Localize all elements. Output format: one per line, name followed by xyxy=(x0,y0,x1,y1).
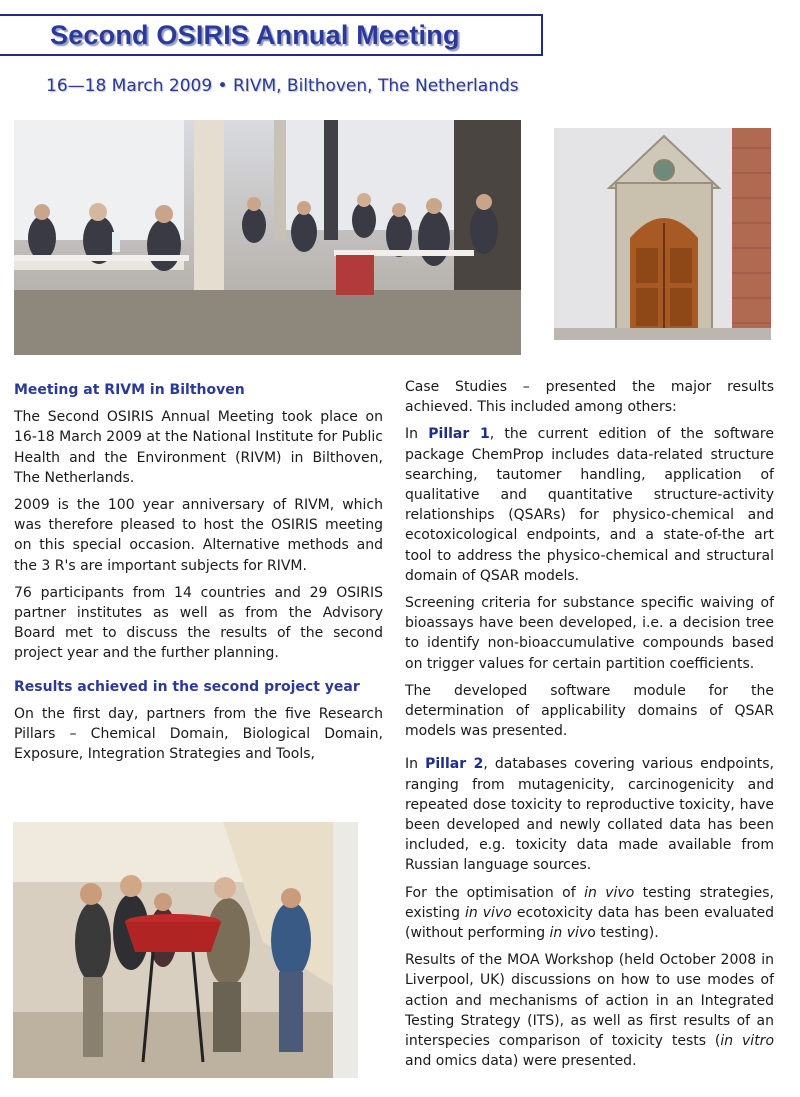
paragraph: On the first day, partners from the five Research Pillars – Chemical Domain, Biological Domain, Exposure, Integration Strategies and Tools, xyxy=(14,705,383,763)
paragraph-pillar-2 xyxy=(405,754,774,875)
italic-term: in viv xyxy=(549,925,588,942)
paragraph-moa-workshop xyxy=(405,950,774,1071)
right-column xyxy=(405,377,774,1079)
text-fragment: testing strategies, existing xyxy=(405,884,774,921)
paragraph-pillar-1 xyxy=(405,424,774,586)
text-fragment: , the current edition of the software package ChemProp includes data-related structure searching, tautomer handling, application of qualitative and quantitative structure-activity relationships (QSARs) for physico-chemical and ecotoxicological endpoints, and a state-of-the art tool to address the physico-chemical and structural domain of QSAR models. xyxy=(405,426,774,584)
page-subtitle: 16—18 March 2009 • RIVM, Bilthoven, The Netherlands xyxy=(46,76,519,96)
text-fragment: and omics data) were presented. xyxy=(405,1053,637,1070)
reception-photo xyxy=(13,822,358,1078)
paragraph: 76 participants from 14 countries and 29 OSIRIS partner institutes as well as from the Advisory Board met to discuss the results of the second project year and the further planning. xyxy=(14,584,383,662)
text-fragment: o testing). xyxy=(587,925,659,942)
meeting-room-photo xyxy=(14,120,521,355)
pillar-2-label: Pillar 2 xyxy=(425,756,484,773)
text-fragment: In xyxy=(405,756,426,773)
paragraph: The developed software module for the determination of applicability domains of QSAR models was presented. xyxy=(405,682,774,740)
italic-term: in vitro xyxy=(720,1033,775,1050)
pillar-1-label: Pillar 1 xyxy=(428,426,490,443)
italic-term: in vivo xyxy=(584,884,635,901)
text-fragment: ecotoxicity data has been evaluated (without performing xyxy=(405,904,774,942)
text-fragment: For the optimisation of xyxy=(405,884,585,901)
doorway-photo xyxy=(554,128,771,340)
paragraph: 2009 is the 100 year anniversary of RIVM, which was therefore pleased to host the OSIRIS meeting on this special occasion. Alternative methods and the 3 R's are important subjects for RIVM. xyxy=(14,497,383,574)
italic-term: in vivo xyxy=(465,904,512,921)
section-heading-results: Results achieved in the second project year xyxy=(14,678,360,695)
text-fragment: Results of the MOA Workshop (held October 2008 in Liverpool, UK) discussions on how to use modes of action and mechanisms of action in an Integrated Testing Strategy (ITS), as well as first results of an interspecies comparison of toxicity tests ( xyxy=(405,952,774,1050)
text-fragment: In xyxy=(405,426,429,443)
paragraph: Screening criteria for substance specific waiving of bioassays have been developed, i.e. a decision tree to identify non-bioaccumulative compounds based on trigger values for certain partition coefficients. xyxy=(405,595,774,672)
section-heading-meeting: Meeting at RIVM in Bilthoven xyxy=(14,382,245,398)
paragraph-in-vivo xyxy=(405,883,774,944)
left-column xyxy=(14,380,383,771)
paragraph: Case Studies – presented the major results achieved. This included among others: xyxy=(405,379,774,416)
page-title: Second OSIRIS Annual Meeting xyxy=(50,20,460,50)
text-fragment: , databases covering various endpoints, ranging from mutagenicity, carcinogenicity and repeated dose toxicity to reproductive toxicity, have been developed and newly collated data has been included, e.g. toxicity data made available from Russian language sources. xyxy=(405,756,774,874)
paragraph: The Second OSIRIS Annual Meeting took place on 16-18 March 2009 at the National Institute for Public Health and the Environment (RIVM) in Bilthoven, The Netherlands. xyxy=(14,409,383,486)
